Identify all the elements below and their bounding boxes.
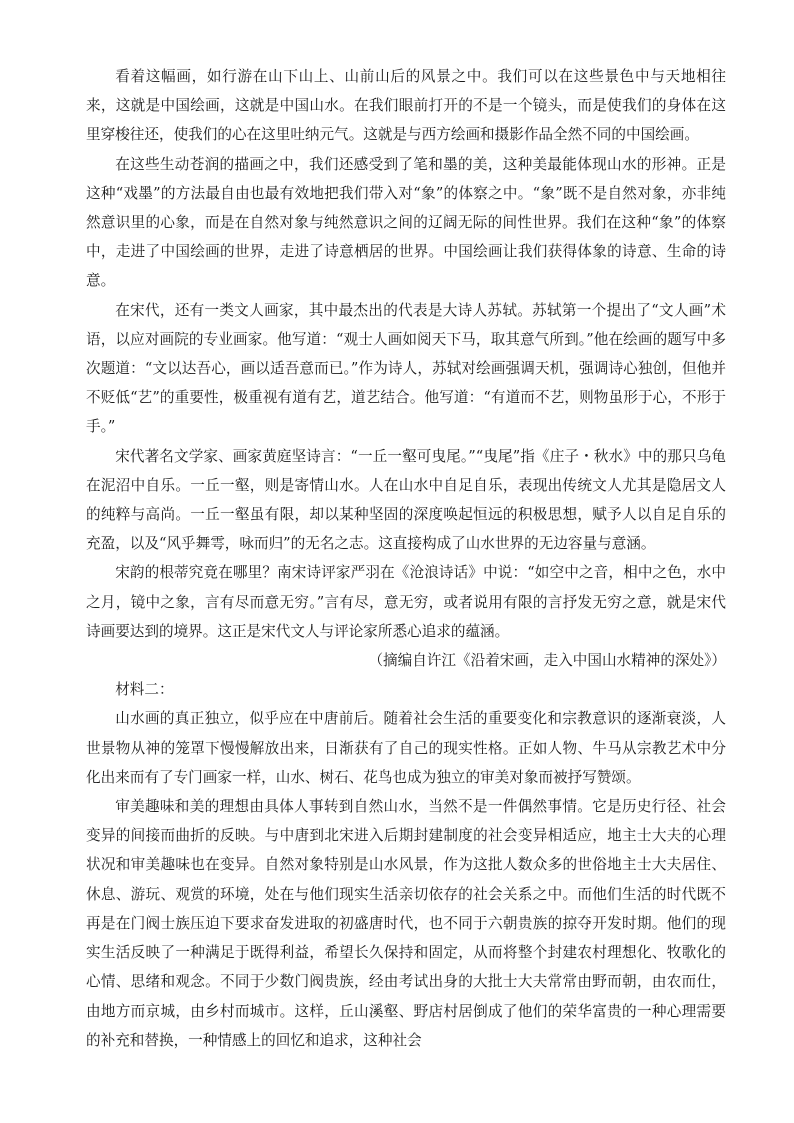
material-label: 材料二： (115, 681, 174, 699)
document-page (86, 62, 726, 1055)
paragraph: 审美趣味和美的理想由具体人事转到自然山水，当然不是一件偶然事情。它是历史行径、社会变异的间接而曲折的反映。与中唐到北宋进入后期封建制度的社会变异相适应，地主士大夫的心理状况和审美趣味也在变异。自然对象特别是山水风景，作为这批人数众多的世俗地主士大夫居住、休息、游玩、观赏的环境，处在与他们现实生活亲切依存的社会关系之中。而他们生活的时代既不再是在门阀士族压迫下要求奋发进取的初盛唐时代，也不同于六朝贵族的掠夺开发时期。他们的现实生活反映了一种满足于既得利益，希望长久保持和固定，从而将整个封建农村理想化、牧歌化的心情、思绪和观念。不同于少数门阀贵族，经由考试出身的大批士大夫常常由野而朝，由农而仕，由地方而京城，由乡村而城市。这样，丘山溪壑、野店村居倒成了他们的荣华富贵的一种心理需要的补充和替换，一种情感上的回忆和追求，这种社会 (86, 798, 726, 1049)
paragraph: 在这些生动苍润的描画之中，我们还感受到了笔和墨的美，这种美最能体现山水的形神。正是这种“戏墨”的方法最自由也最有效地把我们带入对“象”的体察之中。“象”既不是自然对象，亦非纯然意识里的心象，而是在自然对象与纯然意识之间的辽阔无际的间性世界。我们在这种“象”的体察中，走进了中国绘画的世界，走进了诗意栖居的世界。中国绘画让我们获得体象的诗意、生命的诗意。 (86, 155, 726, 290)
paragraph: 在宋代，还有一类文人画家，其中最杰出的代表是大诗人苏轼。苏轼第一个提出了“文人画”术语，以应对画院的专业画家。他写道：“观士人画如阅天下马，取其意气所到。”他在绘画的题写中多次题道：“文以达吾心，画以适吾意而已。”作为诗人，苏轼对绘画强调天机，强调诗心独创，但他并不贬低“艺”的重要性，极重视有道有艺，道艺结合。他写道：“有道而不艺，则物虽形于心，不形于手。” (86, 301, 726, 436)
paragraph: 宋韵的根蒂究竟在哪里？南宋诗评家严羽在《沧浪诗话》中说：“如空中之音，相中之色，水中之月，镜中之象，言有尽而意无穷。”言有尽，意无穷，或者说用有限的言抒发无穷之意，就是宋代诗画要达到的境界。这正是宋代文人与评论家所悉心追求的蕴涵。 (86, 564, 726, 640)
source-caption: （摘编自许江《沿着宋画，走入中国山水精神的深处》） (368, 652, 726, 670)
paragraph: 山水画的真正独立，似乎应在中唐前后。随着社会生活的重要变化和宗教意识的逐渐衰淡，人世景物从神的笼罩下慢慢解放出来，日渐获有了自己的现实性格。正如人物、牛马从宗教艺术中分化出来而有了专门画家一样，山水、树石、花鸟也成为独立的审美对象而被抒写赞颂。 (86, 710, 726, 786)
paragraph: 看着这幅画，如行游在山下山上、山前山后的风景之中。我们可以在这些景色中与天地相往来，这就是中国绘画，这就是中国山水。在我们眼前打开的不是一个镜头，而是使我们的身体在这里穿梭往还，使我们的心在这里吐纳元气。这就是与西方绘画和摄影作品全然不同的中国绘画。 (86, 68, 726, 144)
paragraph: 宋代著名文学家、画家黄庭坚诗言：“一丘一壑可曳尾。”“曳尾”指《庄子・秋水》中的那只乌龟在泥沼中自乐。一丘一壑，则是寄情山水。人在山水中自足自乐，表现出传统文人尤其是隐居文人的纯粹与高尚。一丘一壑虽有限，却以某种坚固的深度唤起恒远的积极思想，赋予人以自足自乐的充盈，以及“风乎舞雩，咏而归”的无名之志。这直接构成了山水世界的无边容量与意涵。 (86, 447, 726, 553)
